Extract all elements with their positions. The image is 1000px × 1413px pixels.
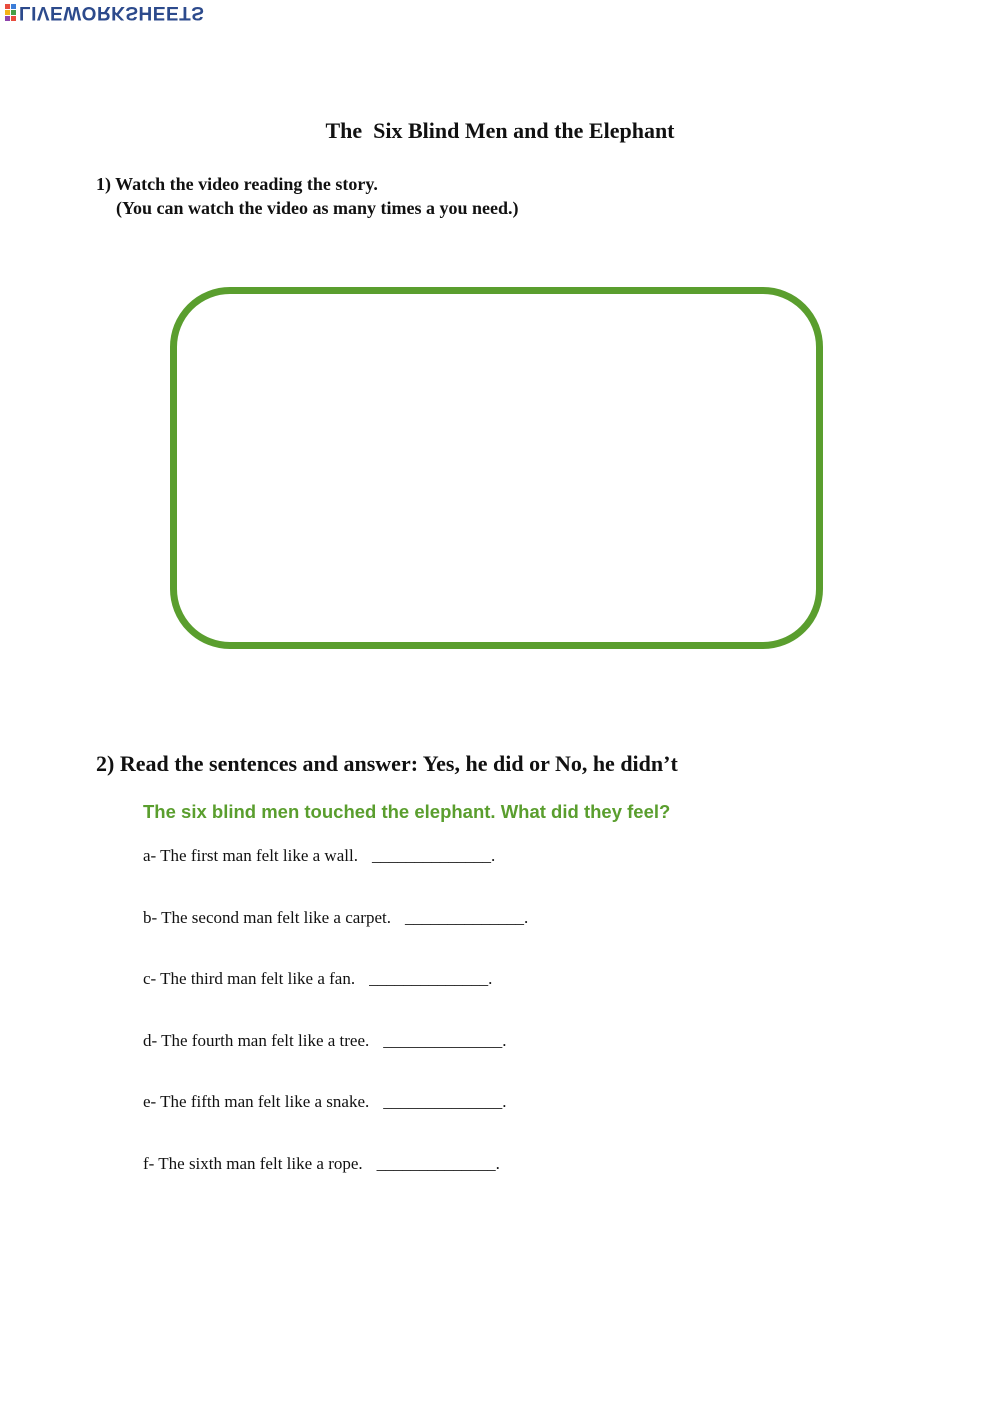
sentence-text: e- The fifth man felt like a snake. [143, 1092, 370, 1111]
sentence-text: c- The third man felt like a fan. [143, 969, 356, 988]
logo-square [11, 4, 16, 9]
sentence-item [143, 845, 528, 907]
answer-blank[interactable]: ______________. [369, 969, 493, 988]
question-2-subheading: The six blind men touched the elephant. What did they feel? [143, 801, 671, 822]
question-1 [96, 172, 519, 220]
sentence-text: b- The second man felt like a carpet. [143, 907, 391, 927]
answer-blank[interactable]: ______________. [383, 1030, 507, 1050]
answer-blank[interactable]: ______________. [376, 1153, 500, 1173]
sentence-item [143, 1091, 528, 1153]
logo-square [11, 10, 16, 15]
liveworksheets-logo [5, 3, 204, 22]
sentence-text: d- The fourth man felt like a tree. [143, 1030, 370, 1050]
question-1-instruction: 1) Watch the video reading the story. [96, 174, 378, 194]
logo-text: LIVEWORKSHEETS [19, 2, 205, 23]
answer-blank[interactable]: ______________. [383, 1092, 507, 1111]
sentence-text: a- The first man felt like a wall. [143, 846, 358, 865]
answer-blank[interactable]: ______________. [371, 846, 496, 865]
question-2-heading: 2) Read the sentences and answer: Yes, he did or No, he didn’t [96, 751, 678, 776]
logo-square [11, 16, 16, 21]
sentence-item [143, 968, 528, 1030]
question-1-note: (You can watch the video as many times a you need.) [116, 198, 519, 218]
sentence-item [143, 1153, 528, 1215]
sentence-text: f- The sixth man felt like a rope. [143, 1153, 363, 1173]
sentence-item [143, 907, 528, 969]
logo-square [5, 4, 10, 9]
logo-squares-icon [5, 4, 16, 21]
video-placeholder[interactable] [170, 287, 823, 649]
logo-square [5, 16, 10, 21]
logo-square [5, 10, 10, 15]
sentence-item [143, 1030, 528, 1092]
page-title: The Six Blind Men and the Elephant [325, 118, 675, 143]
sentence-list [143, 845, 528, 1214]
answer-blank[interactable]: ______________. [404, 907, 529, 927]
